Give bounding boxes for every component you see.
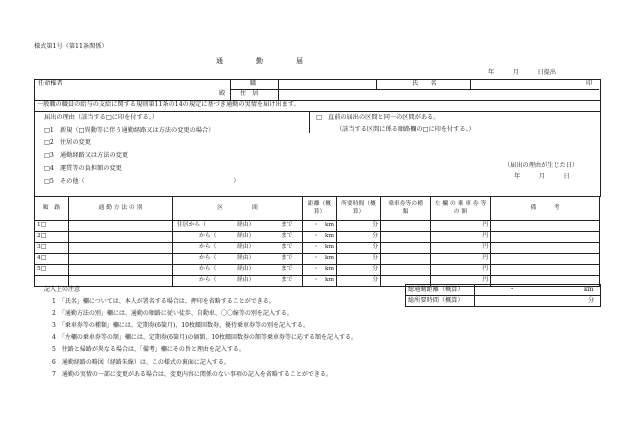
route-method-cell[interactable] [69,254,173,265]
route-amount-cell[interactable]: 円 [431,232,491,243]
total-distance-dot: ・ [509,286,516,293]
route-to: まで [281,255,293,261]
route-via: 経由） [237,255,255,261]
route-distance-dot: ・ [313,277,319,283]
route-to: まで [281,222,293,228]
route-distance-unit: km [324,244,334,250]
route-section-cell[interactable] [173,243,303,254]
occurred-label: （届出の理由が生じた日） [504,162,579,169]
route-row [35,221,600,232]
route-method-cell[interactable] [69,232,173,243]
route-via: 経由） [237,277,255,283]
route-distance-unit: km [324,222,334,228]
note-item: 4 「左欄の乗車券等の額」欄には、定期券(6箇月)の価額、10枚綴回数券の額等乗車券等に応ずる額を記入する。 [52,334,357,342]
route-from: から（ [199,244,217,250]
route-amount-cell[interactable]: 円 [431,265,491,276]
route-time-cell[interactable]: 分 [337,221,381,232]
route-remarks-cell[interactable] [491,265,600,276]
route-to: まで [281,266,293,272]
order-header: 順 路 [35,197,69,221]
totals-divider [474,284,475,306]
ticket-header: 乗車券等の種 類 [381,197,431,221]
reason-item-5: □5 その他（ ） [44,178,240,185]
same-section-line-1: □ 直前の届出の区間と同一の区間がある。 [316,114,440,121]
route-to: まで [281,233,293,239]
route-order-checkbox[interactable]: 3□ [35,243,69,254]
route-row [35,265,600,276]
rank-label: 職 [250,80,257,87]
route-amount-cell[interactable]: 円 [431,243,491,254]
route-distance-cell[interactable] [303,243,337,254]
note-item: 6 通勤経路の略図（経路朱線）は、この様式の裏面に記入する。 [52,358,230,366]
route-distance-dot: ・ [313,255,319,261]
route-distance-unit: km [324,277,334,283]
route-via: 経由） [237,266,255,272]
header-divider-3 [376,79,377,90]
route-distance-cell[interactable] [303,254,337,265]
route-from: から（ [199,233,217,239]
appointer-label: 任命権者 [38,80,63,87]
route-method-cell[interactable] [69,265,173,276]
route-distance-dot: ・ [313,244,319,250]
route-via: 経由） [237,222,255,228]
route-order-checkbox[interactable]: 4□ [35,254,69,265]
route-time-cell[interactable]: 分 [337,265,381,276]
seal-mark: 印 [586,80,593,87]
route-distance-cell[interactable] [303,232,337,243]
route-distance-dot: ・ [313,266,319,272]
total-time-unit: 分 [588,297,595,304]
header-mid-line [230,89,599,90]
header-divider-2 [278,79,279,100]
route-amount-cell[interactable]: 円 [431,276,491,287]
route-remarks-cell[interactable] [491,243,600,254]
route-row [35,232,600,243]
remarks-header: 備 考 [491,197,600,221]
note-item: 7 通勤の実情の一部に変更がある場合は、変更内容に関係のない事項の記入を省略することができる。 [52,370,332,378]
route-order-checkbox[interactable]: 2□ [35,232,69,243]
route-row [35,254,600,265]
total-distance-unit: km [584,286,594,293]
route-section-cell[interactable] [173,265,303,276]
route-from: から（ [199,255,217,261]
address-label: 住 居 [240,90,259,97]
route-amount-cell[interactable]: 円 [431,221,491,232]
routes-header-row [35,197,600,221]
route-distance-unit: km [324,233,334,239]
note-item: 3 「乗車券等の種類」欄には、定期券(6箇月)、10枚綴回数券、優待乗車券等の別を記入する。 [52,322,309,330]
route-via: 経由） [237,244,255,250]
route-section-cell[interactable] [173,254,303,265]
route-distance-dot: ・ [313,233,319,239]
name-label: 氏 名 [412,80,437,87]
route-remarks-cell[interactable] [491,254,600,265]
route-order-checkbox[interactable]: 5□ [35,265,69,276]
reason-item-2: □2 住居の変更 [44,139,91,146]
occurred-date: 年 月 日 [514,173,570,180]
total-distance-label: 総通勤距離（概算） [408,286,464,293]
time-header: 所要時間（概算） [337,197,381,221]
reason-item-3: □3 通勤経路又は方法の変更 [44,152,129,159]
declaration-text: 一般職の職員の給与の支給に関する規則第11条の14の規定に基づき通勤の実情を届け出ます。 [37,101,300,108]
route-remarks-cell[interactable] [491,232,600,243]
reason-divider [309,111,310,133]
reason-item-4: □4 運賃等の負担額の変更 [44,165,122,172]
route-from: から（ [199,266,217,272]
method-header: 通 勤 方 法 の 別 [69,197,173,221]
route-time-cell[interactable]: 分 [337,232,381,243]
route-to: まで [281,244,293,250]
route-row [35,243,600,254]
form-title: 通 勤 届 [216,57,304,65]
route-section-cell[interactable] [173,232,303,243]
route-distance-cell[interactable] [303,221,337,232]
note-item: 2 「通勤方法の別」欄には、通勤の順路に従い徒歩、自動車、〇〇線等の別を記入する。 [52,310,293,318]
route-amount-cell[interactable]: 円 [431,254,491,265]
note-item: 5 往路と帰路が異なる場合は、「備考」欄にその旨と理由を記入する。 [52,346,245,354]
amount-header: 左 欄 の 乗 車 券 等 の 額 [431,197,491,221]
route-time-cell[interactable]: 分 [337,276,381,287]
header-divider-4 [470,79,471,90]
route-distance-dot: ・ [313,222,319,228]
routes-table [34,196,600,287]
total-time-label: 総所要時間（概算） [408,297,464,304]
note-item: 1 「氏名」欄については、本人が署名する場合は、押印を省略することができる。 [52,298,275,306]
route-from: から（ [199,277,217,283]
route-time-cell[interactable]: 分 [337,243,381,254]
same-section-line-2: （該当する区間に係る順路欄の□に印を付する。） [336,126,475,133]
route-to: まで [281,277,293,283]
route-ticket-cell[interactable] [381,254,431,265]
route-method-cell[interactable] [69,243,173,254]
route-ticket-cell[interactable] [381,232,431,243]
header-divider-1 [230,79,231,100]
route-from: 住居から（ [177,222,206,228]
route-via: 経由） [237,233,255,239]
route-remarks-cell[interactable] [491,221,600,232]
route-time-cell[interactable]: 分 [337,254,381,265]
section-header: 区 間 [173,197,303,221]
route-section-cell[interactable] [173,221,303,232]
route-ticket-cell[interactable] [381,221,431,232]
route-distance-cell[interactable] [303,265,337,276]
notes-header: 記入上の注意 [44,286,81,293]
route-distance-unit: km [324,255,334,261]
route-ticket-cell[interactable] [381,265,431,276]
distance-header: 距離（概算） [303,197,337,221]
addressee-suffix: 殿 [219,90,226,97]
route-ticket-cell[interactable] [381,243,431,254]
reason-item-1: □1 新規（□異動等に伴う通勤経路又は方法の変更の場合） [44,127,215,134]
route-distance-unit: km [324,266,334,272]
reason-header: 届出の理由（該当する□に印を付する。） [44,114,159,121]
submit-date: 年 月 日提出 [488,69,557,76]
totals-mid-line [405,295,600,296]
header-box [34,79,601,101]
notes-section [44,284,357,381]
form-number: 様式第1号（第11条関係） [34,43,108,50]
route-method-cell[interactable] [69,221,173,232]
route-order-checkbox[interactable]: 1□ [35,221,69,232]
